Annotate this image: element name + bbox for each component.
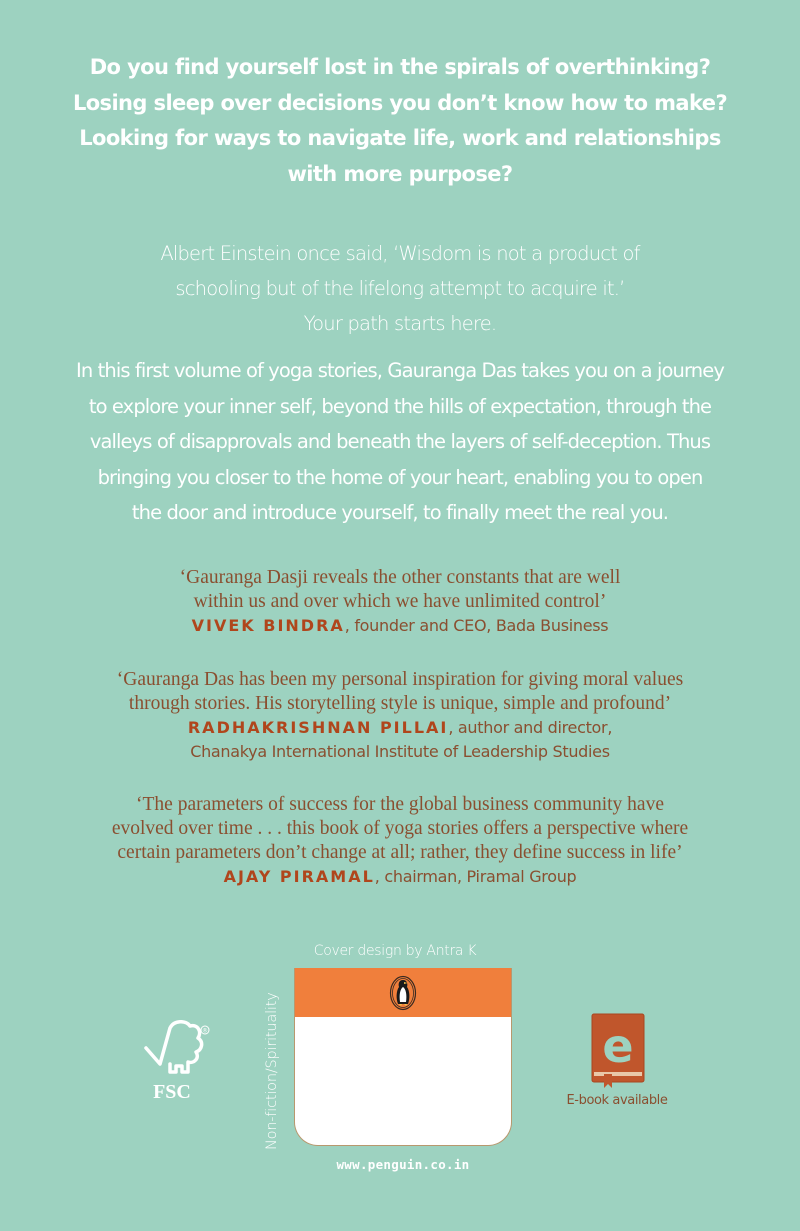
- quote-line: within us and over which we have unlimited control’: [193, 591, 607, 612]
- testimonial-ajay-piramal: [0, 793, 800, 889]
- quote-line: ‘Gauranga Dasji reveals the other constants that are well: [179, 567, 621, 588]
- publisher-panel: [294, 968, 512, 1146]
- attribution-role: , author and director,: [448, 718, 613, 737]
- svg-text:e: e: [602, 1019, 634, 1073]
- svg-text:®: ®: [202, 1027, 208, 1035]
- quote-line: certain parameters don’t change at all; rather, they define success in life’: [117, 842, 683, 863]
- attribution-name: AJAY PIRAMAL: [223, 867, 375, 886]
- intro-line: Your path starts here.: [303, 312, 497, 335]
- testimonial-attribution: [0, 865, 800, 889]
- description-line: In this first volume of yoga stories, Gauranga Das takes you on a journey: [76, 359, 724, 382]
- svg-text:FSC: FSC: [153, 1081, 191, 1103]
- hook-line: with more purpose?: [287, 161, 513, 186]
- intro-line: Albert Einstein once said, ‘Wisdom is not a product of: [160, 242, 640, 265]
- hook-line: Looking for ways to navigate life, work and relationships: [79, 126, 721, 150]
- hook-questions: [0, 50, 800, 192]
- penguin-logo-icon: [389, 975, 417, 1011]
- hook-line: Losing sleep over decisions you don’t know how to make?: [72, 90, 728, 115]
- publisher-url[interactable]: www.penguin.co.in: [336, 1157, 470, 1172]
- testimonial-vivek-bindra: [0, 566, 800, 638]
- description-line: the door and introduce yourself, to finally meet the real you.: [131, 501, 669, 524]
- penguin-band: [295, 968, 511, 1017]
- testimonial-attribution: [0, 614, 800, 638]
- testimonial-quote: [0, 566, 800, 614]
- einstein-quote: [0, 236, 800, 341]
- testimonial-quote: [0, 793, 800, 865]
- intro-line: schooling but of the lifelong attempt to acquire it.’: [175, 277, 625, 300]
- testimonial-radhakrishnan-pillai: [0, 668, 800, 764]
- hook-line: Do you find yourself lost in the spirals of overthinking?: [89, 55, 711, 79]
- cover-design-credit: Cover design by Antra K: [313, 943, 477, 959]
- testimonial-attribution: [0, 716, 800, 764]
- quote-line: evolved over time . . . this book of yoga stories offers a perspective where: [111, 818, 689, 839]
- book-description: [0, 353, 800, 531]
- attribution-role: , founder and CEO, Bada Business: [344, 616, 609, 635]
- genre-label: Non-fiction/Spirituality: [264, 992, 280, 1150]
- ebook-available-label: E-book available: [566, 1093, 668, 1108]
- attribution-role: , chairman, Piramal Group: [374, 867, 577, 886]
- quote-line: through stories. His storytelling style is unique, simple and profound’: [128, 693, 672, 714]
- attribution-role: Chanakya International Institute of Leadership Studies: [190, 742, 610, 761]
- quote-line: ‘The parameters of success for the global business community have: [136, 794, 664, 815]
- description-line: to explore your inner self, beyond the hills of expectation, through the: [88, 394, 712, 418]
- description-line: bringing you closer to the home of your heart, enabling you to open: [97, 465, 703, 489]
- description-line: valleys of disapprovals and beneath the layers of self-deception. Thus: [89, 430, 711, 453]
- testimonial-quote: [0, 668, 800, 716]
- ebook-icon: [590, 1012, 646, 1095]
- attribution-name: RADHAKRISHNAN PILLAI: [187, 718, 449, 737]
- fsc-logo-icon: [140, 1020, 210, 1109]
- quote-line: ‘Gauranga Das has been my personal inspiration for giving moral values: [116, 669, 684, 690]
- attribution-name: VIVEK BINDRA: [191, 616, 345, 635]
